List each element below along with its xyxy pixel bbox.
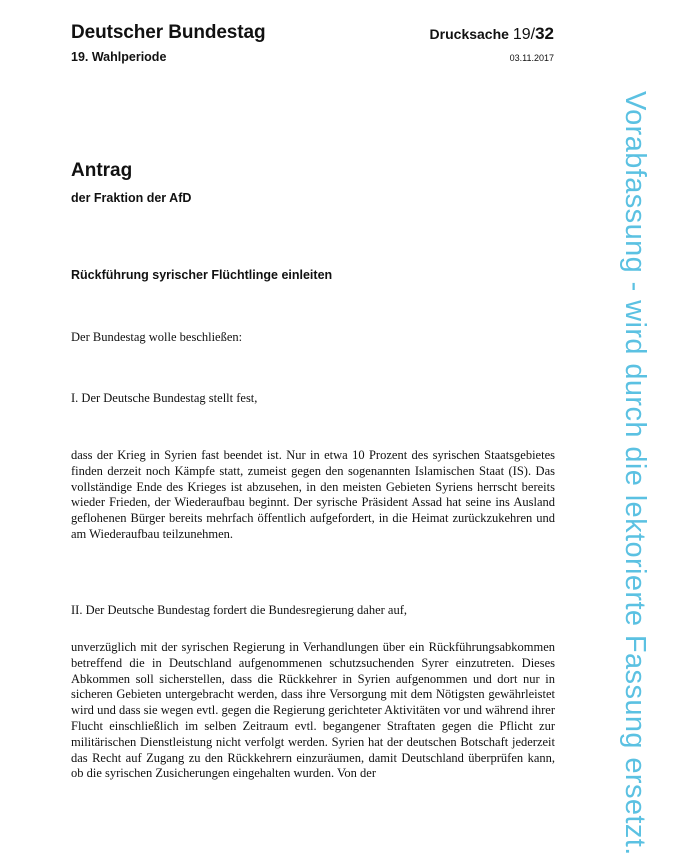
document-header-left	[71, 22, 265, 64]
document-date: 03.11.2017	[509, 53, 554, 63]
drucksache-label: Drucksache	[429, 26, 509, 42]
drucksache-num: 32	[535, 24, 554, 43]
document-subject: Rückführung syrischer Flüchtlinge einleiten	[71, 268, 333, 282]
faction: der Fraktion der AfD	[71, 191, 192, 205]
intro-paragraph: Der Bundestag wolle beschließen:	[71, 330, 243, 344]
institution-name: Deutscher Bundestag	[71, 22, 266, 43]
draft-watermark: Vorabfassung - wird durch die lektorierte Fassung ersetzt.	[619, 91, 651, 856]
wahlperiode: 19. Wahlperiode	[71, 50, 167, 64]
section-1-heading: I. Der Deutsche Bundestag stellt fest,	[71, 391, 258, 405]
document-header-right	[430, 24, 554, 63]
section-1-body: dass der Krieg in Syrien fast beendet ist. Nur in etwa 10 Prozent des syrischen Staatsgebietes finden derzeit noch Kämpfe statt, zumeist gegen den sogenannten Islamischen Staat (IS). Das vollständige Ende des Krieges ist abzusehen, in den meisten Gebieten Syriens herrscht bereits wieder Frieden, der Wiederaufbau beginnt. Der syrische Präsident Assad hat seine ins Ausland geflohenen Bürger bereits mehrfach öffentlich aufgefordert, in die Heimat zurückzukehren und am Wiederaufbau teilzunehmen.	[71, 448, 555, 541]
section-2-body: unverzüglich mit der syrischen Regierung in Verhandlungen über ein Rückführungsabkommen betreffend die in Deutschland aufgenommenen schutzsuchenden Syrer einzutreten. Dieses Abkommen soll sicherstellen, dass die Rückkehrer in Syrien aufgenommen und dort nur in sicheren Gebieten untergebracht werden, dass ihre Versorgung mit dem Nötigsten gewährleistet wird und dass sie wegen evtl. gegen die Regierung gerichteter Aktivitäten vor und während ihrer Flucht einschließlich im selben Zeitraum evtl. begangener Straftaten gegen die Pflicht zur militärischen Dienstleistung nicht verfolgt werden. Syrien hat der deutschen Botschaft jederzeit das Recht auf Zugang zu den Rückkehrern einzuräumen, damit Deutschland überprüfen kann, ob die syrischen Zusicherungen eingehalten wurden. Von der	[71, 640, 555, 781]
section-2-heading: II. Der Deutsche Bundestag fordert die Bundesregierung daher auf,	[71, 603, 407, 617]
document-type: Antrag	[71, 160, 133, 181]
drucksache-number	[430, 24, 554, 44]
drucksache-period: 19/	[512, 26, 536, 43]
